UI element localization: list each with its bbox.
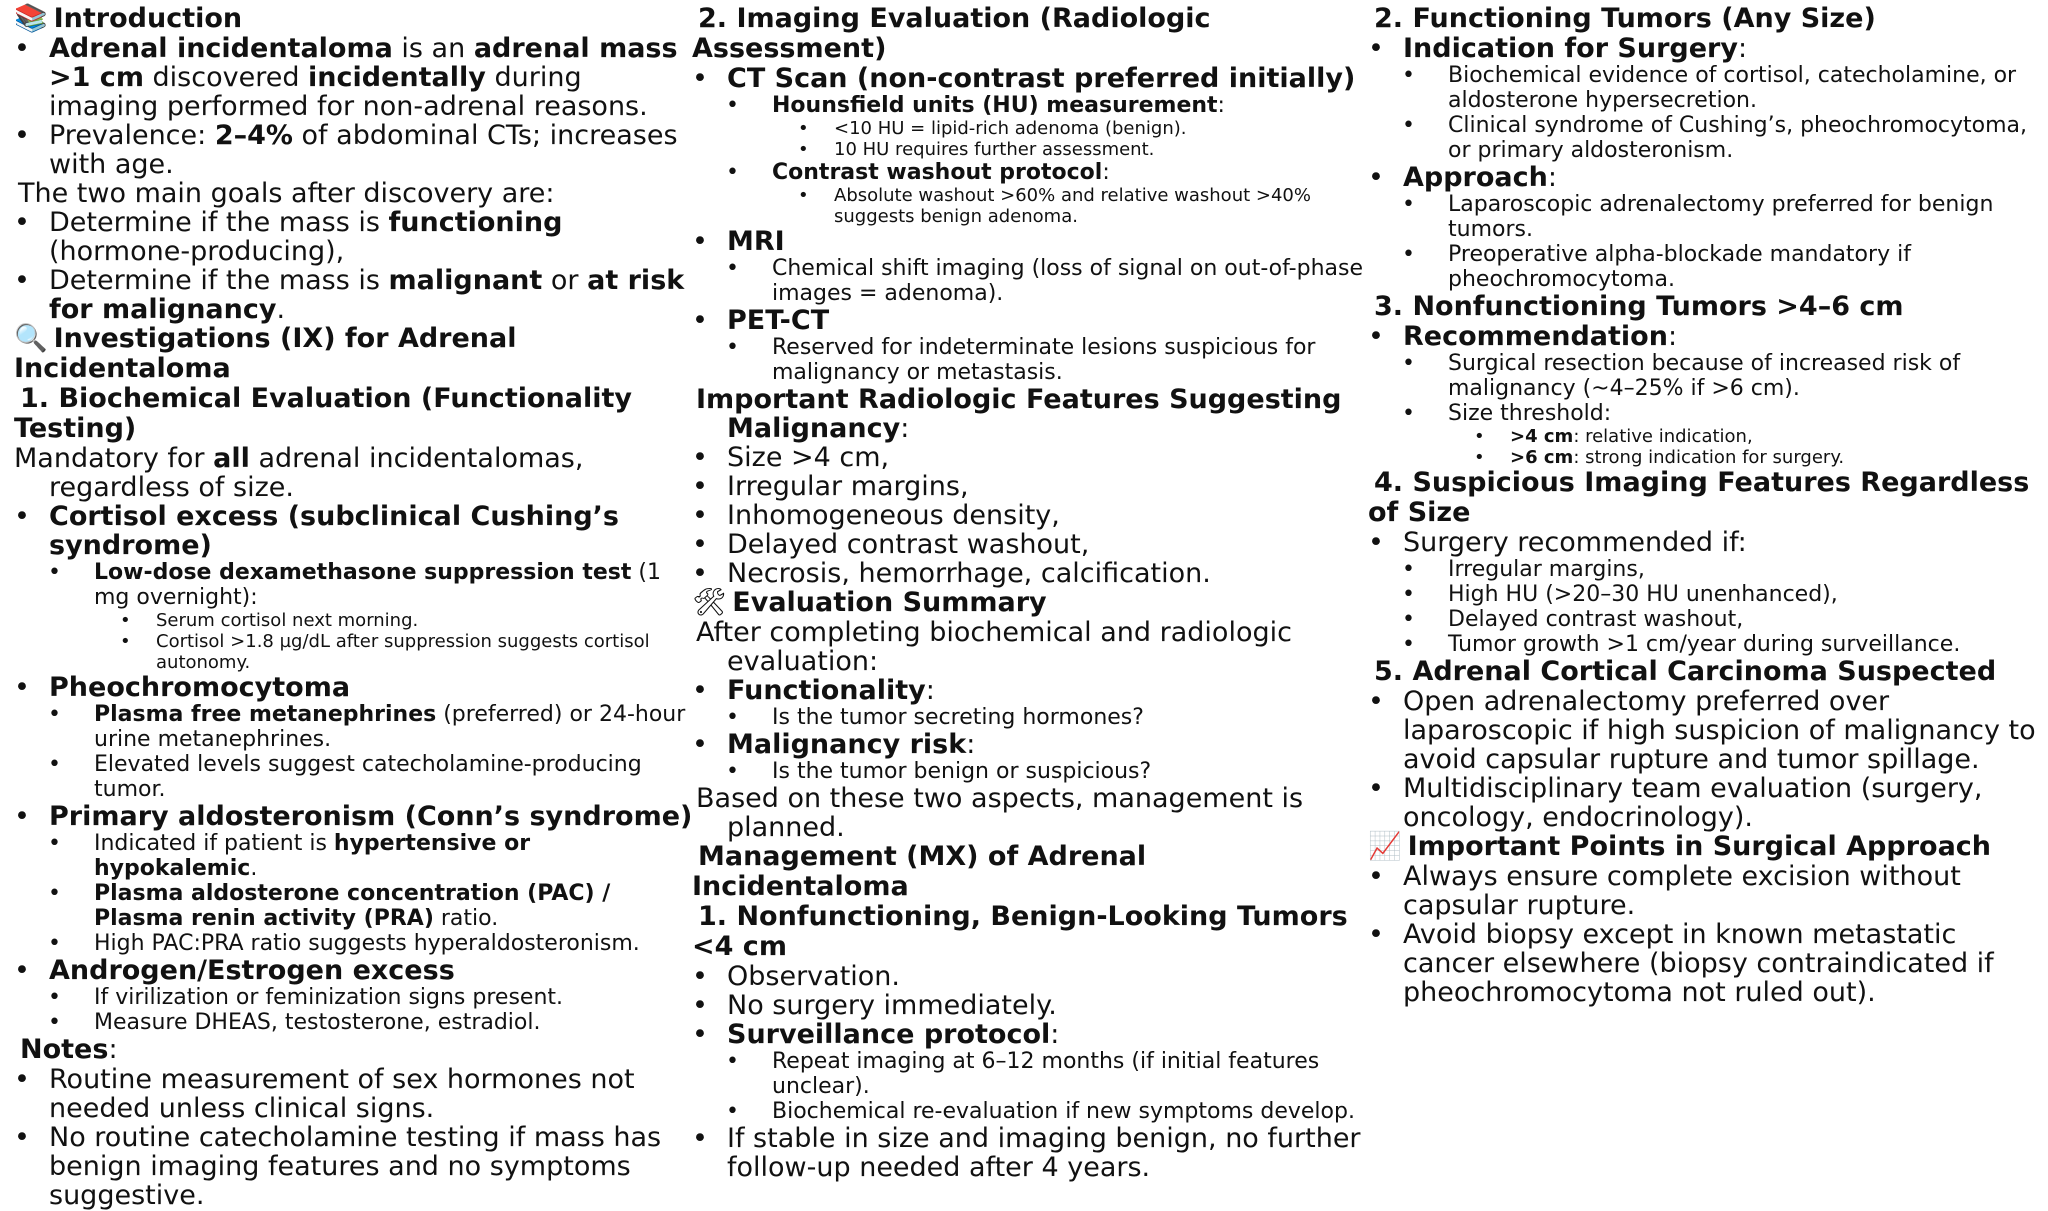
list-item: • Avoid biopsy except in known metastatic cancer elsewhere (biopsy contraindicated if pheochromocytoma not ruled out). <box>1368 920 2043 1007</box>
list-item: • Plasma free metanephrines (preferred) or 24-hour urine metanephrines. <box>14 702 694 752</box>
cortisol-subsublist <box>14 610 694 673</box>
surv-sublist <box>692 1049 1372 1124</box>
list-item: • <10 HU = lipid-rich adenoma (benign). <box>772 118 1372 139</box>
suspicious-list <box>1368 528 2043 657</box>
section-heading-malignancy-features: Important Radiologic Features Suggesting Malignancy: <box>696 384 1342 444</box>
section-heading-suspicious: 4. Suspicious Imaging Features Regardless of Size <box>1368 467 2030 528</box>
func-sublist <box>692 705 1372 730</box>
list-item: • Determine if the mass is malignant or at risk for malignancy. <box>14 266 694 324</box>
summary-list <box>692 676 1372 784</box>
list-item: • Delayed contrast washout, <box>1368 607 2043 632</box>
list-item: • >6 cm: strong indication for surgery. <box>1448 447 2043 468</box>
list-item: • No routine catecholamine testing if mass has benign imaging features and no symptoms suggestive. <box>14 1123 694 1210</box>
list-item-cortisol: • Cortisol excess (subclinical Cushing’s syndrome) • Low-dose dexamethasone suppression test (1 mg overnight): • Serum cortisol next morning. • Cortisol >1.8 µg/dL after suppression suggests cortisol autonomy. <box>14 502 694 673</box>
approach-sublist <box>1368 192 2043 292</box>
list-item: • Tumor growth >1 cm/year during surveillance. <box>1368 632 2043 657</box>
chart-icon: 📈 <box>1368 831 1402 862</box>
notes-list <box>14 1065 694 1210</box>
list-item: • Serum cortisol next morning. <box>94 610 694 631</box>
list-item: • Is the tumor secreting hormones? <box>692 705 1372 730</box>
mri-sublist <box>692 256 1372 306</box>
list-item: • Irregular margins, <box>692 472 1372 501</box>
list-item-indication: • Indication for Surgery: • Biochemical evidence of cortisol, catecholamine, or aldosterone hypersecretion. • Clinical syndrome of Cushing’s, pheochromocytoma, or primary aldosteronism. <box>1368 34 2043 163</box>
list-item-petct: • PET-CT • Reserved for indeterminate lesions suspicious for malignancy or metastasis. <box>692 306 1372 385</box>
section-heading-biochemical: 1. Biochemical Evaluation (Functionality Testing) <box>14 383 632 444</box>
recommendation-list <box>1368 322 2043 468</box>
hu-subsublist <box>692 118 1372 160</box>
based-line: Based on these two aspects, management is planned. <box>696 783 1304 843</box>
list-item: • >4 cm: relative indication, <box>1448 426 2043 447</box>
list-item: • Repeat imaging at 6–12 months (if initial features unclear). <box>692 1049 1372 1099</box>
magnifier-icon: 🔍 <box>14 323 48 354</box>
washout-subsublist <box>692 185 1372 227</box>
column-3 <box>1368 4 2043 1007</box>
after-line: After completing biochemical and radiologic evaluation: <box>696 617 1292 677</box>
section-heading-acc: 5. Adrenal Cortical Carcinoma Suspected <box>1374 656 1997 687</box>
indic-sublist <box>1368 63 2043 163</box>
list-item: • Biochemical re-evaluation if new symptoms develop. <box>692 1099 1372 1124</box>
list-item: • Elevated levels suggest catecholamine-producing tumor. <box>14 752 694 802</box>
intro-list <box>14 34 694 179</box>
section-heading-nonfunctioning-large: 3. Nonfunctioning Tumors >4–6 cm <box>1374 291 1904 322</box>
list-item: • Prevalence: 2–4% of abdominal CTs; increases with age. <box>14 121 694 179</box>
features-list <box>692 443 1372 588</box>
section-heading-management: Management (MX) of Adrenal Incidentaloma <box>692 841 1147 902</box>
list-item: • No surgery immediately. <box>692 991 1372 1020</box>
list-item: • Clinical syndrome of Cushing’s, pheochromocytoma, or primary aldosteronism. <box>1368 113 2043 163</box>
list-item: • Biochemical evidence of cortisol, catecholamine, or aldosterone hypersecretion. <box>1368 63 2043 113</box>
cortisol-sublist <box>14 560 694 673</box>
list-item: • High HU (>20–30 HU unenhanced), <box>1368 582 2043 607</box>
list-item-surgery-recommended: • Surgery recommended if: • Irregular margins, • High HU (>20–30 HU unenhanced), • Delayed contrast washout, • Tumor growth >1 cm/year during surveillance. <box>1368 528 2043 657</box>
list-item: • Surgical resection because of increased risk of malignancy (~4–25% if >6 cm). <box>1368 351 2043 401</box>
section-heading-introduction: 📚 Introduction <box>14 3 243 34</box>
list-item: • Multidisciplinary team evaluation (surgery, oncology, endocrinology). <box>1368 774 2043 832</box>
list-item: • Irregular margins, <box>1368 557 2043 582</box>
list-item: • Laparoscopic adrenalectomy preferred for benign tumors. <box>1368 192 2043 242</box>
section-heading-imaging: 2. Imaging Evaluation (Radiologic Assessment) <box>692 3 1211 64</box>
list-item: • If virilization or feminization signs present. <box>14 985 694 1010</box>
list-item-recommendation: • Recommendation: • Surgical resection because of increased risk of malignancy (~4–25% if >6 cm). • Size threshold: • >4 cm: relative indication, • >6 cm: strong indication for surgery. <box>1368 322 2043 468</box>
list-item: • Routine measurement of sex hormones not needed unless clinical signs. <box>14 1065 694 1123</box>
section-heading-notes: Notes: <box>20 1034 118 1065</box>
list-item: • Delayed contrast washout, <box>692 530 1372 559</box>
list-item-mri: • MRI • Chemical shift imaging (loss of signal on out-of-phase images = adenoma). <box>692 227 1372 306</box>
list-item: • Absolute washout >60% and relative washout >40% suggests benign adenoma. <box>772 185 1372 227</box>
andro-sublist <box>14 985 694 1035</box>
list-item-aldosteronism: • Primary aldosteronism (Conn’s syndrome) • Indicated if patient is hypertensive or hypokalemic. • Plasma aldosterone concentration (PAC) / Plasma renin activity (PRA) ratio. • High PAC:PRA ratio suggests hyperaldosteronism. <box>14 802 694 956</box>
list-item-androgen: • Androgen/Estrogen excess • If virilization or feminization signs present. • Measure DHEAS, testosterone, estradiol. <box>14 956 694 1035</box>
books-icon: 📚 <box>14 3 48 34</box>
section-heading-evaluation-summary: 🛠 Evaluation Summary <box>692 587 1047 618</box>
list-item: • Plasma aldosterone concentration (PAC) / Plasma renin activity (PRA) ratio. <box>14 881 694 931</box>
list-item: • Size threshold: • >4 cm: relative indication, • >6 cm: strong indication for surgery. <box>1368 401 2043 468</box>
list-item: • Chemical shift imaging (loss of signal on out-of-phase images = adenoma). <box>692 256 1372 306</box>
list-item-malignancy-risk: • Malignancy risk: • Is the tumor benign or suspicious? <box>692 730 1372 784</box>
list-item: • Contrast washout protocol: • Absolute washout >60% and relative washout >40% suggests benign adenoma. <box>692 160 1372 227</box>
imaging-list <box>692 64 1372 385</box>
list-item: • Always ensure complete excision without capsular rupture. <box>1368 862 2043 920</box>
list-item: • If stable in size and imaging benign, no further follow-up needed after 4 years. <box>692 1124 1372 1182</box>
list-item: • Measure DHEAS, testosterone, estradiol. <box>14 1010 694 1035</box>
list-item: • Open adrenalectomy preferred over laparoscopic if high suspicion of malignancy to avoid capsular rupture and tumor spillage. <box>1368 687 2043 774</box>
rec-sublist <box>1368 351 2043 468</box>
column-2 <box>692 4 1372 1182</box>
section-heading-nonfunctioning-small: 1. Nonfunctioning, Benign-Looking Tumors <4 cm <box>692 901 1348 962</box>
tools-icon: 🛠 <box>692 587 727 618</box>
list-item: • Is the tumor benign or suspicious? <box>692 759 1372 784</box>
list-item-pheochromocytoma: • Pheochromocytoma • Plasma free metanephrines (preferred) or 24-hour urine metanephrines. • Elevated levels suggest catecholamine-producing tumor. <box>14 673 694 802</box>
list-item: • Low-dose dexamethasone suppression test (1 mg overnight): • Serum cortisol next morning. • Cortisol >1.8 µg/dL after suppression suggests cortisol autonomy. <box>14 560 694 673</box>
malig-sublist <box>692 759 1372 784</box>
list-item: • 10 HU requires further assessment. <box>772 139 1372 160</box>
list-item: • Indicated if patient is hypertensive or hypokalemic. <box>14 831 694 881</box>
ct-sublist <box>692 93 1372 227</box>
surgrec-sublist <box>1368 557 2043 657</box>
goals-list <box>14 208 694 324</box>
column-1 <box>14 4 694 1210</box>
nonfunctioning-list <box>692 962 1372 1182</box>
threshold-subsublist <box>1368 426 2043 468</box>
pet-sublist <box>692 335 1372 385</box>
biochem-list <box>14 502 694 1035</box>
section-heading-investigations: 🔍 Investigations (IX) for Adrenal Incidentaloma <box>14 323 517 384</box>
list-item: • Size >4 cm, <box>692 443 1372 472</box>
mandatory-line: Mandatory for all adrenal incidentalomas, regardless of size. <box>14 443 584 503</box>
aldo-sublist <box>14 831 694 956</box>
list-item: • Preoperative alpha-blockade mandatory if pheochromocytoma. <box>1368 242 2043 292</box>
section-heading-surgical-points: 📈 Important Points in Surgical Approach <box>1368 831 1992 862</box>
list-item: • Necrosis, hemorrhage, calcification. <box>692 559 1372 588</box>
list-item: • Adrenal incidentaloma is an adrenal mass >1 cm discovered incidentally during imaging performed for non-adrenal reasons. <box>14 34 694 121</box>
list-item-approach: • Approach: • Laparoscopic adrenalectomy preferred for benign tumors. • Preoperative alpha-blockade mandatory if pheochromocytoma. <box>1368 163 2043 292</box>
functioning-list <box>1368 34 2043 292</box>
section-heading-functioning: 2. Functioning Tumors (Any Size) <box>1374 3 1876 34</box>
list-item: • Observation. <box>692 962 1372 991</box>
pheo-sublist <box>14 702 694 802</box>
list-item: • Inhomogeneous density, <box>692 501 1372 530</box>
list-item: • Determine if the mass is functioning (hormone-producing), <box>14 208 694 266</box>
points-list <box>1368 862 2043 1007</box>
list-item: • Cortisol >1.8 µg/dL after suppression suggests cortisol autonomy. <box>94 631 694 673</box>
list-item: • High PAC:PRA ratio suggests hyperaldosteronism. <box>14 931 694 956</box>
list-item-surveillance: • Surveillance protocol: • Repeat imaging at 6–12 months (if initial features unclear). • Biochemical re-evaluation if new symptoms develop. <box>692 1020 1372 1124</box>
list-item: • Hounsfield units (HU) measurement: • <10 HU = lipid-rich adenoma (benign). • 10 HU requires further assessment. <box>692 93 1372 160</box>
list-item-functionality: • Functionality: • Is the tumor secreting hormones? <box>692 676 1372 730</box>
goals-line: The two main goals after discovery are: <box>18 178 555 209</box>
list-item: • Reserved for indeterminate lesions suspicious for malignancy or metastasis. <box>692 335 1372 385</box>
list-item-ct: • CT Scan (non-contrast preferred initially) • Hounsfield units (HU) measurement: • <10 HU = lipid-rich adenoma (benign). • 10 HU requires further assessment. • Contrast washout protocol: • Absolute washout >60% and relative washout >40% suggests benign adenoma. <box>692 64 1372 227</box>
acc-list <box>1368 687 2043 832</box>
